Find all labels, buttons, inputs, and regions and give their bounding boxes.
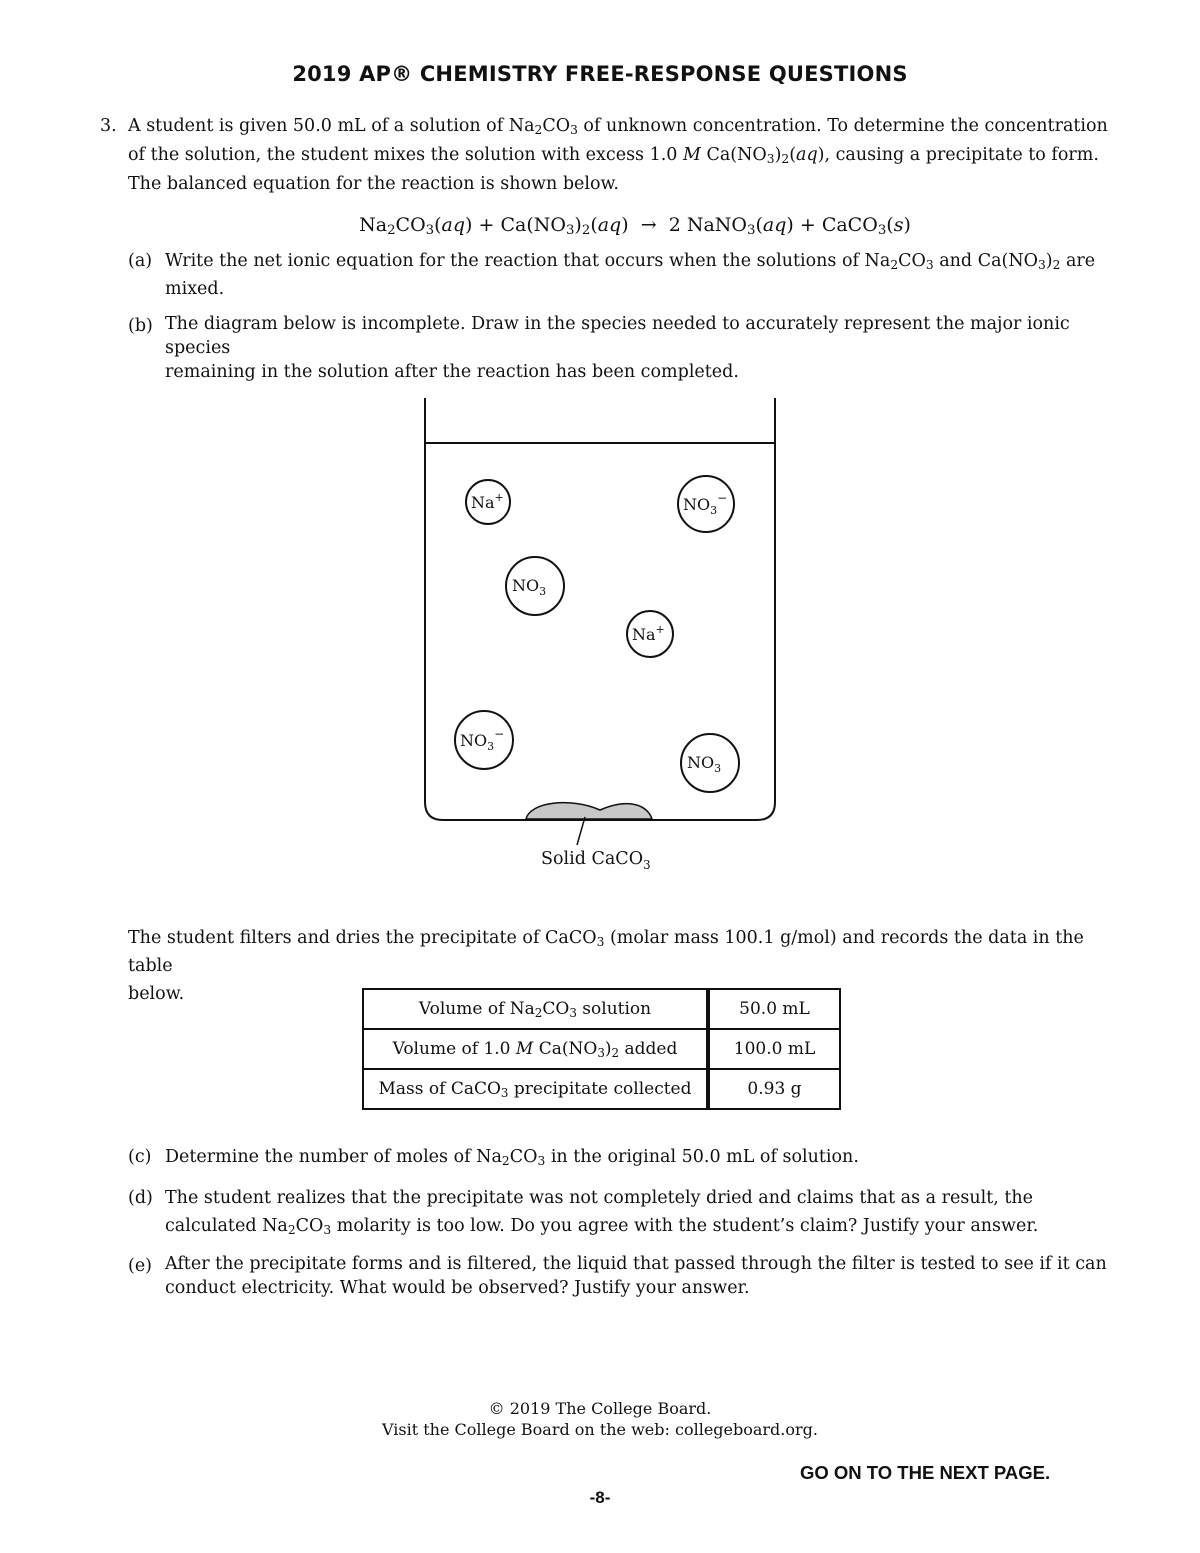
copyright-text: © 2019 The College Board.	[488, 1399, 712, 1418]
part-d-label: (d)	[128, 1188, 153, 1208]
part-c-text: Determine the number of moles of $Na_2CO_3$ in the original 50.0 mL of solution.	[165, 1147, 859, 1168]
page-title: 2019 AP® CHEMISTRY FREE-RESPONSE QUESTIONS	[292, 62, 908, 86]
ion-na-1	[466, 480, 510, 524]
table-row	[363, 1069, 840, 1109]
ion-no3-4	[681, 734, 739, 792]
data-table	[362, 988, 841, 1110]
balanced-equation: $Na_2CO_3(aq) + Ca(NO_3)_2(aq) \to 2$ NaNO$_3$(aq) + CaCO$_3$(s)	[359, 214, 911, 238]
part-e-text: After the precipitate forms and is filtered, the liquid that passed through the filter is tested to see if it can conduct electricity. What would be observed? Justify your answer.	[165, 1254, 1107, 1298]
ion-no3-3	[455, 711, 513, 769]
table-row	[363, 1029, 840, 1069]
page-number: -8-	[589, 1488, 611, 1507]
ion-no3-2	[506, 557, 564, 615]
ion-na-2	[627, 611, 673, 657]
part-a-label: (a)	[128, 251, 153, 271]
intro-line-2: of the solution, the student mixes the solution with excess 1.0 M $Ca(NO_3)_2(aq)$, causing a precipitate to form.	[128, 145, 1099, 166]
intro-line-3: The balanced equation for the reaction is shown below.	[128, 174, 619, 194]
part-e-label: (e)	[128, 1256, 153, 1276]
svg-text:Na+: Na+	[471, 491, 504, 512]
beaker-outline	[425, 398, 775, 820]
table-cell-value: 100.0 mL	[708, 1029, 840, 1069]
svg-text:NO3−: $NO_3^-$	[460, 727, 505, 753]
footer-copyright	[0, 1398, 1200, 1440]
table-cell-label: Volume of $Na_2CO_3$ solution	[363, 989, 708, 1029]
svg-text:NO3−: $NO_3^-$	[683, 491, 728, 517]
filter-text: The student filters and dries the precipitate of CaCO$_3$ (molar mass 100.1 g/mol) and records the data in the table below.	[128, 928, 1084, 1004]
solid-caco3-label: Solid CaCO$_3$	[541, 849, 651, 872]
part-a-text: Write the net ionic equation for the reaction that occurs when the solutions of $Na_2CO_3$ and $Ca(NO_3)_2$ are mixed.	[165, 251, 1096, 299]
table-row	[363, 989, 840, 1029]
table-cell-value: 50.0 mL	[708, 989, 840, 1029]
solid-caco3-precipitate	[526, 803, 652, 819]
part-b-text: The diagram below is incomplete. Draw in the species needed to accurately represent the major ionic species remaining in the solution after the reaction has been completed.	[165, 314, 1070, 382]
part-b-label: (b)	[128, 316, 153, 336]
part-c-label: (c)	[128, 1147, 152, 1167]
ion-no3-1	[678, 476, 734, 532]
question-number: 3.	[100, 116, 117, 136]
part-d-text: The student realizes that the precipitate was not completely dried and claims that as a result, the calculated $Na_2CO_3$ molarity is too low. Do you agree with the student’s claim? Justify your answer.	[165, 1188, 1039, 1237]
svg-text:Na+: Na+	[632, 623, 665, 644]
visit-text: Visit the College Board on the web: collegeboard.org.	[381, 1420, 818, 1439]
table-cell-label: Mass of CaCO$_3$ precipitate collected	[363, 1069, 708, 1109]
solid-pointer-line	[577, 817, 585, 845]
table-cell-label: Volume of 1.0 M $Ca(NO_3)_2$ added	[363, 1029, 708, 1069]
intro-line-1: A student is given 50.0 mL of a solution of $Na_2CO_3$ of unknown concentration. To determine the concentration	[128, 116, 1108, 137]
svg-text:NO3: $NO_3$	[687, 753, 722, 775]
svg-text:NO3: $NO_3$	[512, 576, 547, 598]
go-to-next-page-text: GO ON TO THE NEXT PAGE.	[800, 1462, 1051, 1483]
table-cell-value: 0.93 g	[708, 1069, 840, 1109]
